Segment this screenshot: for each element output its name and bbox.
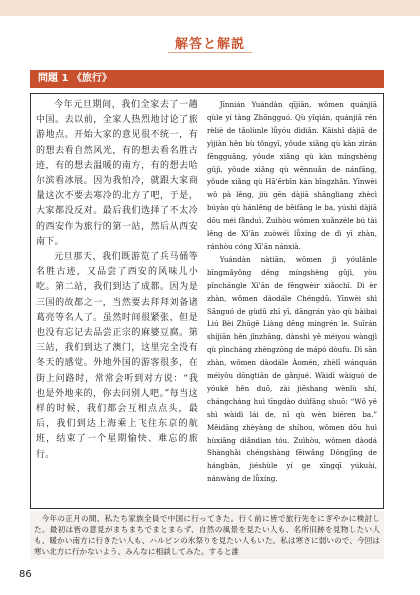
pinyin-paragraph-2: Yuándàn nàtiān, wǒmen jì yóulǎnle bīngmǎyǒng děng míngshèng gǔjì, yòu pǐnchángle Xī'ān de fēngwèir xiǎochī. Dì èr zhàn, wǒmen dàodále Chéngdū. Yīnwèi shì Sānguó de gùdū zhī yī, dāngrán yào qù bàibai Liú Bèi Zhūgě Liàng děng míngrén le. Suīrán shíjiān hěn jǐnzhāng, dànshì yě méiyou wàngjì qù pǐncháng zhèngzōng de mápó dòufu. Dì sān zhàn, wǒmen dàodále Àomén, zhèlǐ wánquán méiyǒu dōngtiān de gǎnjué. Wàidì wàiguó de yóukè hěn duō, zài jiēshang wènlù shí, chángcháng huì tīngdào duìfāng shuō: “Wǒ yě shì wàidì lái de, nǐ qù wèn biéren ba.” Měidāng zhèyàng de shíhou, wǒmen dōu huì hùxiāng diǎndian tóu. Zuìhòu, wǒmen dàodá Shànghǎi chéngshàng fēiwǎng Dōngjīng de hángbān, jiéshùle yí ge xīngqī yúkuài, nánwàng de lǚxíng. (207, 254, 377, 484)
section-title: 解答と解説 (174, 37, 245, 52)
page-number: 86 (19, 569, 32, 580)
pinyin-paragraph-1: Jīnnián Yuándàn qījiān, wǒmen quánjiā qùle yí tàng Zhōngguó. Qù yǐqián, quánjiā rén rèliè de tǎolùnle lǚyóu dìdiǎn. Kāishǐ dàjiā de yìjiàn hěn bù tǒngyī, yǒude xiǎng qù kàn zìrán fēngguāng, yǒude xiǎng qù kàn míngshèng gǔjì, yǒude xiǎng qù wēnnuǎn de nánfāng, yǒude xiǎng qù Hā'ěrbīn kàn bīngzhǎn. Yīnwèi wǒ pà lěng, jiù gēn dàjiā shāngliang zhècì búyào qù hánlěng de běifāng le ba, yúshì dàjiā dōu méi fǎnduì. Zuìhòu wǒmen xuǎnzéle bú tài lěng de Xī'ān zuòwéi lǚxíng de dì yī zhàn, ránhòu cóng Xī'ān nánxià. (207, 100, 377, 251)
chinese-paragraph-1: 今年元旦期间，我们全家去了一趟中国。去以前，全家人热烈地讨论了旅游地点。开始大家的意见很不统一，有的想去看自然风光，有的想去看名胜古迹，有的想去温暖的南方，有的想去哈尔滨看冰展。因为我怕冷，就跟大家商量这次不要去寒冷的北方了吧，于是，大家都没反对。最后我们选择了不太冷的西安作为旅行的第一站，然后从西安南下。 (36, 100, 198, 247)
problem-heading: 問題 1 《旅行》 (30, 70, 384, 88)
chinese-passage (36, 98, 198, 506)
title-underline (168, 52, 252, 53)
chinese-paragraph-2: 元旦那天，我们既游览了兵马俑等名胜古迹，又品尝了西安的风味儿小吃。第二站，我们到达了成都。因为是三国的故都之一，当然要去拜拜刘备诸葛亮等名人了。虽然时间很紧张，但是也没有忘记去品尝正宗的麻婆豆腐。第三站，我们到达了澳门，这里完全没有冬天的感觉。外地外国的游客很多，在街上问路时，常常会听到对方说：“我也是外地来的，你去问别人吧。”每当这样的时候，我们都会互相点点头，最后，我们到达上海乘上飞往东京的航班，结束了一个星期愉快、难忘的旅行。 (36, 252, 198, 460)
japanese-paragraph: 今年の正月の間、私たち家族全員で中国に行ってきた。行く前に皆で旅行先をにぎやかに検討した。最初は皆の意見がまちまちでまとまらず、自然の風景を見たい人も、名所旧跡を見物したい人も、暖かい南方に行きたい人も、ハルビンの氷祭りを見たい人もいた。私は寒さに弱いので、今回は寒い北方に行かないよう、みんなに相談してみた。すると誰 (34, 514, 380, 556)
japanese-translation (30, 511, 384, 559)
top-color-band (0, 0, 420, 16)
pinyin-passage (207, 99, 377, 505)
